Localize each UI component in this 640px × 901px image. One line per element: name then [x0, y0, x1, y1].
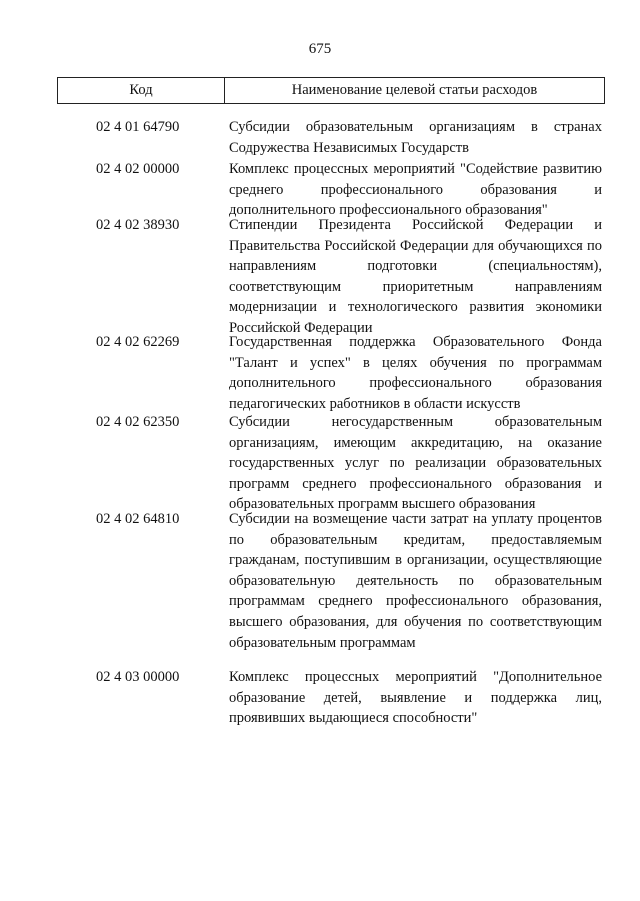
row-code: 02 4 03 00000	[96, 669, 180, 685]
table-row	[0, 332, 640, 412]
row-code: 02 4 02 38930	[96, 217, 180, 233]
table-row	[0, 412, 640, 513]
header-code: Код	[58, 78, 225, 103]
row-text: Субсидии негосударственным образовательным организациям, имеющим аккредитацию, на оказание государственных услуг по реализации образовательных программ среднего профессионального образования и образовательных программ высшего образования	[229, 414, 602, 513]
row-code: 02 4 01 64790	[96, 119, 180, 135]
row-text: Государственная поддержка Образовательного Фонда "Талант и успех" в целях обучения по программам дополнительного профессионального образования педагогических работников в области искусств	[229, 334, 602, 412]
row-text: Стипендии Президента Российской Федерации и Правительства Российской Федерации для обучающихся по направлениям подготовки (специальностям), соответствующим приоритетным направлениям модернизации и технологического развития экономики Российской Федерации	[229, 217, 602, 336]
table-row	[0, 159, 640, 219]
table-row	[0, 509, 640, 667]
header-name: Наименование целевой статьи расходов	[291, 82, 538, 98]
expense-table-body	[0, 117, 640, 729]
row-text: Субсидии на возмещение части затрат на уплату процентов по образовательным кредитам, предоставляемым гражданам, поступившим в организации, осуществляющие образовательную деятельность по образовательным программам среднего профессионального образования, высшего образования, для обучения по соответствующим образовательным программам	[229, 511, 602, 651]
page-number: 675	[308, 41, 332, 57]
row-text: Комплекс процессных мероприятий "Содействие развитию среднего профессионального образования и дополнительного профессионального образования"	[229, 161, 602, 219]
row-code: 02 4 02 00000	[96, 161, 180, 177]
row-code: 02 4 02 62269	[96, 334, 180, 350]
table-row	[0, 117, 640, 159]
table-header	[57, 77, 605, 104]
table-row	[0, 215, 640, 336]
table-row	[0, 667, 640, 729]
row-code: 02 4 02 64810	[96, 511, 180, 527]
row-code: 02 4 02 62350	[96, 414, 180, 430]
row-text: Комплекс процессных мероприятий "Дополнительное образование детей, выявление и поддержка лиц, проявивших выдающиеся способности"	[229, 669, 602, 727]
row-text: Субсидии образовательным организациям в странах Содружества Независимых Государств	[229, 119, 602, 156]
